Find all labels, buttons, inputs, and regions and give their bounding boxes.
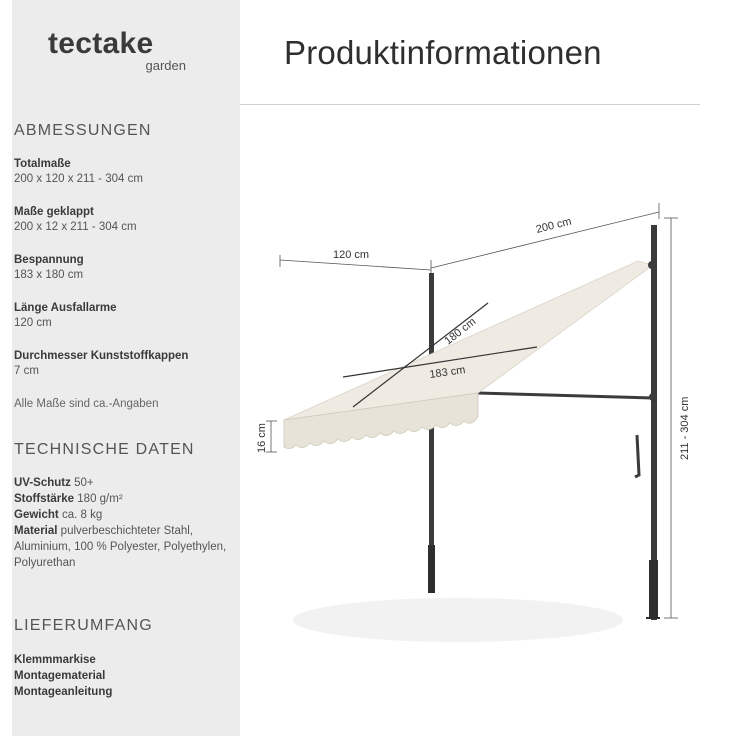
spec-value: 200 x 12 x 211 - 304 cm (14, 221, 137, 233)
brand-subline: garden (145, 58, 186, 73)
spec-value: 7 cm (14, 365, 39, 377)
tech-value: 50+ (74, 477, 94, 489)
tech-value: 180 g/m² (77, 493, 123, 505)
spec-bespannung (14, 253, 84, 283)
spec-label: Totalmaße (14, 158, 71, 170)
pole-joint (648, 261, 656, 269)
crank-handle (635, 435, 639, 477)
spec-label: Maße geklappt (14, 206, 94, 218)
ground-shadow (293, 598, 623, 642)
dimension-200 (431, 203, 659, 277)
brand-logo (48, 28, 188, 73)
support-arm (478, 393, 653, 398)
label-200cm: 200 cm (534, 215, 573, 236)
tech-label: UV-Schutz (14, 477, 71, 489)
label-height: 211 - 304 cm (679, 396, 691, 460)
spec-label: Länge Ausfallarme (14, 302, 117, 314)
tech-value: pulverbeschichteter Stahl, Aluminium, 100 % Polyester, Polyethylen, Polyurethan (14, 525, 227, 569)
spec-durchmesser-kappen (14, 349, 188, 379)
tech-label: Material (14, 525, 58, 537)
scope-item: Montageanleitung (14, 686, 113, 698)
tech-label: Gewicht (14, 509, 59, 521)
rear-pole-sleeve (649, 560, 658, 618)
spec-label: Bespannung (14, 254, 84, 266)
spec-value: 183 x 180 cm (14, 269, 84, 281)
brand-name: tectake (48, 27, 154, 60)
front-pole-sleeve (428, 545, 435, 593)
tech-uv (14, 475, 234, 491)
spec-laenge-ausfallarme (14, 301, 116, 331)
section-heading-technische-daten: TECHNISCHE DATEN (14, 441, 195, 458)
spec-label: Durchmesser Kunststoffkappen (14, 350, 189, 362)
awning-diagram (240, 105, 720, 645)
tech-material (14, 523, 234, 571)
spec-value: 200 x 120 x 211 - 304 cm (14, 173, 143, 185)
tech-stoffstaerke (14, 491, 234, 507)
dimension-height (664, 218, 678, 618)
page-title: Produktinformationen (284, 34, 602, 71)
label-180cm: 180 cm (442, 315, 479, 348)
section-heading-lieferumfang: LIEFERUMFANG (14, 617, 153, 634)
tech-label: Stoffstärke (14, 493, 75, 505)
label-120cm: 120 cm (333, 249, 370, 261)
tech-value: ca. 8 kg (61, 509, 103, 521)
section-heading-abmessungen: ABMESSUNGEN (14, 122, 152, 139)
scope-item: Montagematerial (14, 670, 106, 682)
spec-totalmasse (14, 157, 143, 187)
label-183cm: 183 cm (428, 364, 467, 381)
label-16cm: 16 cm (256, 423, 268, 453)
dimensions-note: Alle Maße sind ca.-Angaben (14, 398, 159, 410)
scope-item: Klemmmarkise (14, 654, 96, 666)
spec-value: 120 cm (14, 317, 52, 329)
spec-masse-geklappt (14, 205, 137, 235)
scope-list (14, 652, 112, 700)
tech-gewicht (14, 507, 234, 523)
tech-data-block (14, 475, 234, 571)
arm-joint (649, 393, 657, 401)
